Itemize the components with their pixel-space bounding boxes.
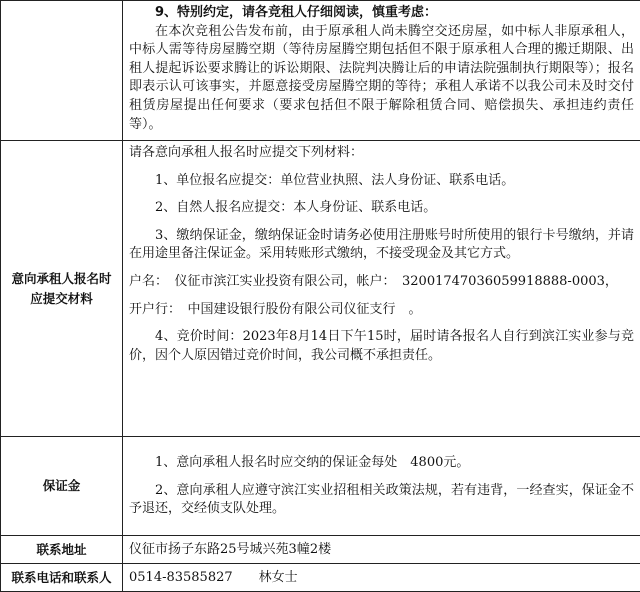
clause9-label-cell (1, 1, 123, 141)
contact-value: 0514-83585827 林女士 (123, 564, 640, 592)
materials-label: 意向承租人报名时应提交材料 (1, 141, 123, 437)
materials-item-4: 4、竞价时间：2023年8月14日下午15时，届时请各报名人自行到滨江实业参与竞价，因个人原因错过竞价时间，我公司概不承担责任。 (129, 328, 634, 365)
contact-label: 联系电话和联系人 (1, 564, 123, 592)
materials-row (1, 141, 640, 437)
deposit-row (1, 437, 640, 536)
deposit-label: 保证金 (1, 437, 123, 536)
address-row (1, 536, 640, 564)
clause9-row (1, 1, 640, 141)
materials-item-1: 1、单位报名应提交：单位营业执照、法人身份证、联系电话。 (129, 172, 634, 191)
materials-cell (123, 141, 640, 437)
account-line: 户名： 仪征市滨江实业投资有限公司，帐户： 32001747036059918888-0003， (129, 273, 634, 292)
materials-intro: 请各意向承租人报名时应提交下列材料： (129, 144, 634, 163)
contact-row (1, 564, 640, 592)
bank-line: 开户行： 中国建设银行股份有限公司仪征支行 。 (129, 301, 634, 320)
clause9-cell (123, 1, 640, 141)
clause9-title: 9、特别约定，请各竞租人仔细阅读，慎重考虑： (129, 4, 634, 23)
address-label: 联系地址 (1, 536, 123, 564)
deposit-cell (123, 437, 640, 536)
materials-item-2: 2、自然人报名应提交：本人身份证、联系电话。 (129, 199, 634, 218)
clause9-text: 在本次竞租公告发布前，由于原承租人尚未腾空交还房屋，如中标人非原承租人，中标人需等待房屋腾空期（等待房屋腾空期包括但不限于原承租人合理的搬迁期限、出租人提起诉讼要求腾让的诉讼期限、法院判决腾让后的申请法院强制执行期限等）；报名即表示认可该事实，并愿意接受房屋腾空期的等待；承租人承诺不以我公司未及时交付租赁房屋提出任何要求（要求包括但不限于解除租赁合同、赔偿损失、承担违约责任等）。 (129, 23, 634, 135)
materials-item-3: 3、缴纳保证金，缴纳保证金时请务必使用注册账号时所使用的银行卡号缴纳，并请在用途里备注保证金。采用转账形式缴纳，不接受现金及其它方式。 (129, 227, 634, 264)
deposit-item-1: 1、意向承租人报名时应交纳的保证金每处 4800元。 (129, 454, 634, 473)
address-value: 仪征市扬子东路25号城兴苑3幢2楼 (123, 536, 640, 564)
deposit-item-2: 2、意向承租人应遵守滨江实业招租相关政策法规，若有违背，一经查实，保证金不予退还，交经侦支队处理。 (129, 482, 634, 519)
